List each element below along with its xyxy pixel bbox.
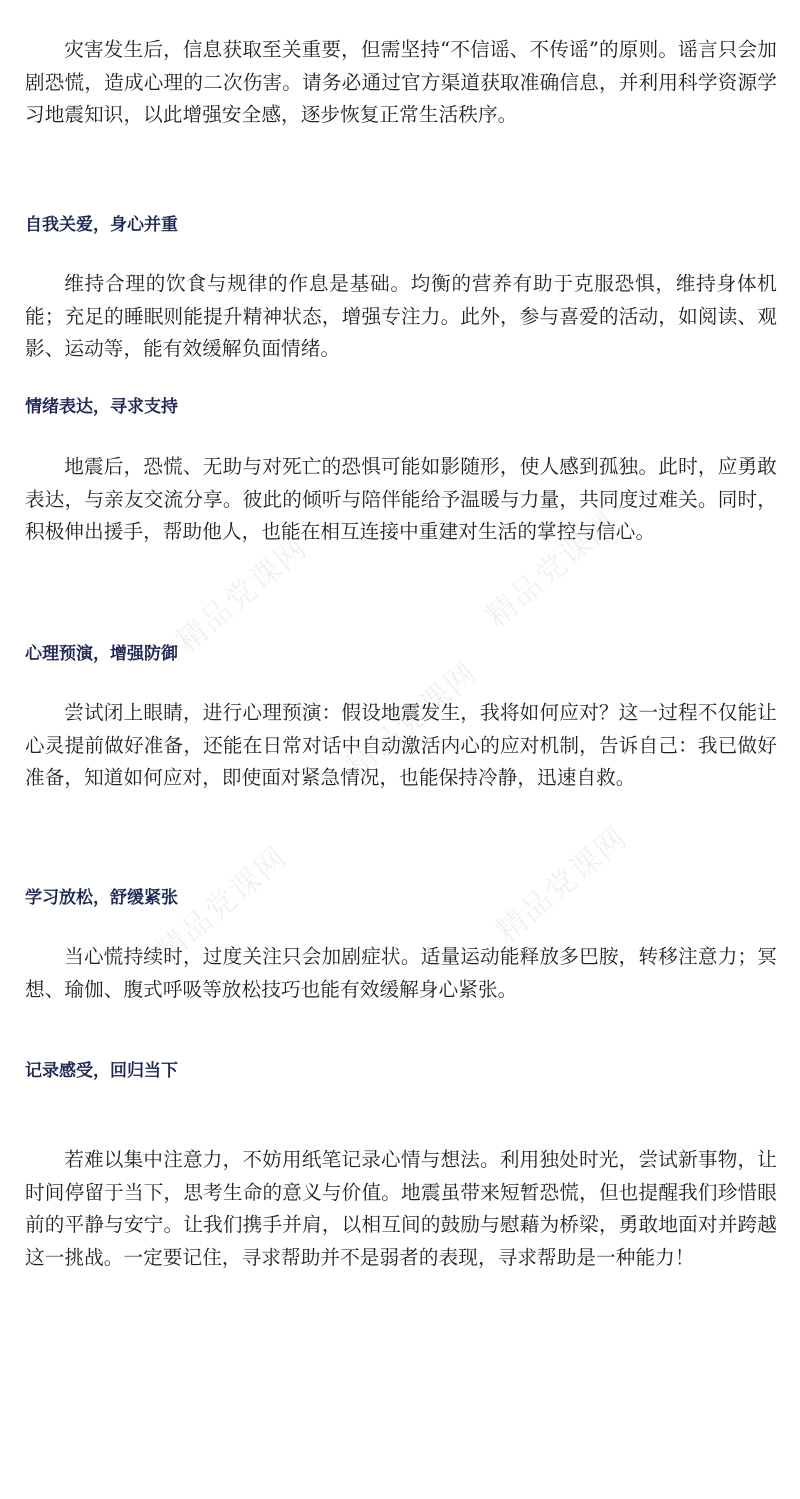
paragraph-mental-rehearsal: 尝试闭上眼睛，进行心理预演：假设地震发生，我将如何应对？这一过程不仅能让心灵提前做好准备，还能在日常对话中自动激活内心的应对机制，告诉自己：我已做好准备，知道如何应对，即使面对紧急情况，也能保持冷静，迅速自救。 xyxy=(25,701,777,789)
heading-record-feelings: 记录感受，回归当下 xyxy=(25,1061,178,1081)
paragraph-self-care: 维持合理的饮食与规律的作息是基础。均衡的营养有助于克服恐惧，维持身体机能；充足的睡眠则能提升精神状态，增强专注力。此外，参与喜爱的活动，如阅读、观影、运动等，能有效缓解负面情绪。 xyxy=(25,272,777,360)
heading-mental-rehearsal: 心理预演，增强防御 xyxy=(25,644,178,664)
paragraph-emotion-expression: 地震后，恐慌、无助与对死亡的恐惧可能如影随形，使人感到孤独。此时，应勇敢表达，与亲友交流分享。彼此的倾听与陪伴能给予温暖与力量，共同度过难关。同时，积极伸出援手，帮助他人，也能在相互连接中重建对生活的掌控与信心。 xyxy=(25,455,777,543)
paragraph-relaxation: 当心慌持续时，过度关注只会加剧症状。适量运动能释放多巴胺，转移注意力；冥想、瑜伽、腹式呼吸等放松技巧也能有效缓解身心紧张。 xyxy=(25,945,777,1001)
watermark: 精品党课网 xyxy=(489,819,635,950)
paragraph-info: 灾害发生后，信息获取至关重要，但需坚持“不信谣、不传谣”的原则。谣言只会加剧恐慌，造成心理的二次伤害。请务必通过官方渠道获取准确信息，并利用科学资源学习地震知识，以此增强安全感，逐步恢复正常生活秩序。 xyxy=(25,38,777,126)
paragraph-record-feelings: 若难以集中注意力，不妨用纸笔记录心情与想法。利用独处时光，尝试新事物，让时间停留于当下，思考生命的意义与价值。地震虽带来短暂恐慌，但也提醒我们珍惜眼前的平静与安宁。让我们携手并肩，以相互间的鼓励与慰藉为桥梁，勇敢地面对并跨越这一挑战。一定要记住，寻求帮助并不是弱者的表现，寻求帮助是一种能力！ xyxy=(25,1148,777,1269)
watermark: 精品党课网 xyxy=(169,529,315,660)
watermark: 精品党课网 xyxy=(339,654,485,785)
heading-emotion-expression: 情绪表达，寻求支持 xyxy=(25,397,178,417)
cut-off-heading xyxy=(26,0,196,4)
heading-relaxation: 学习放松，舒缓紧张 xyxy=(25,888,178,908)
watermark: 精品党课网 xyxy=(149,839,295,970)
watermark: 精品党课网 xyxy=(479,504,625,635)
heading-self-care: 自我关爱，身心并重 xyxy=(25,215,178,235)
